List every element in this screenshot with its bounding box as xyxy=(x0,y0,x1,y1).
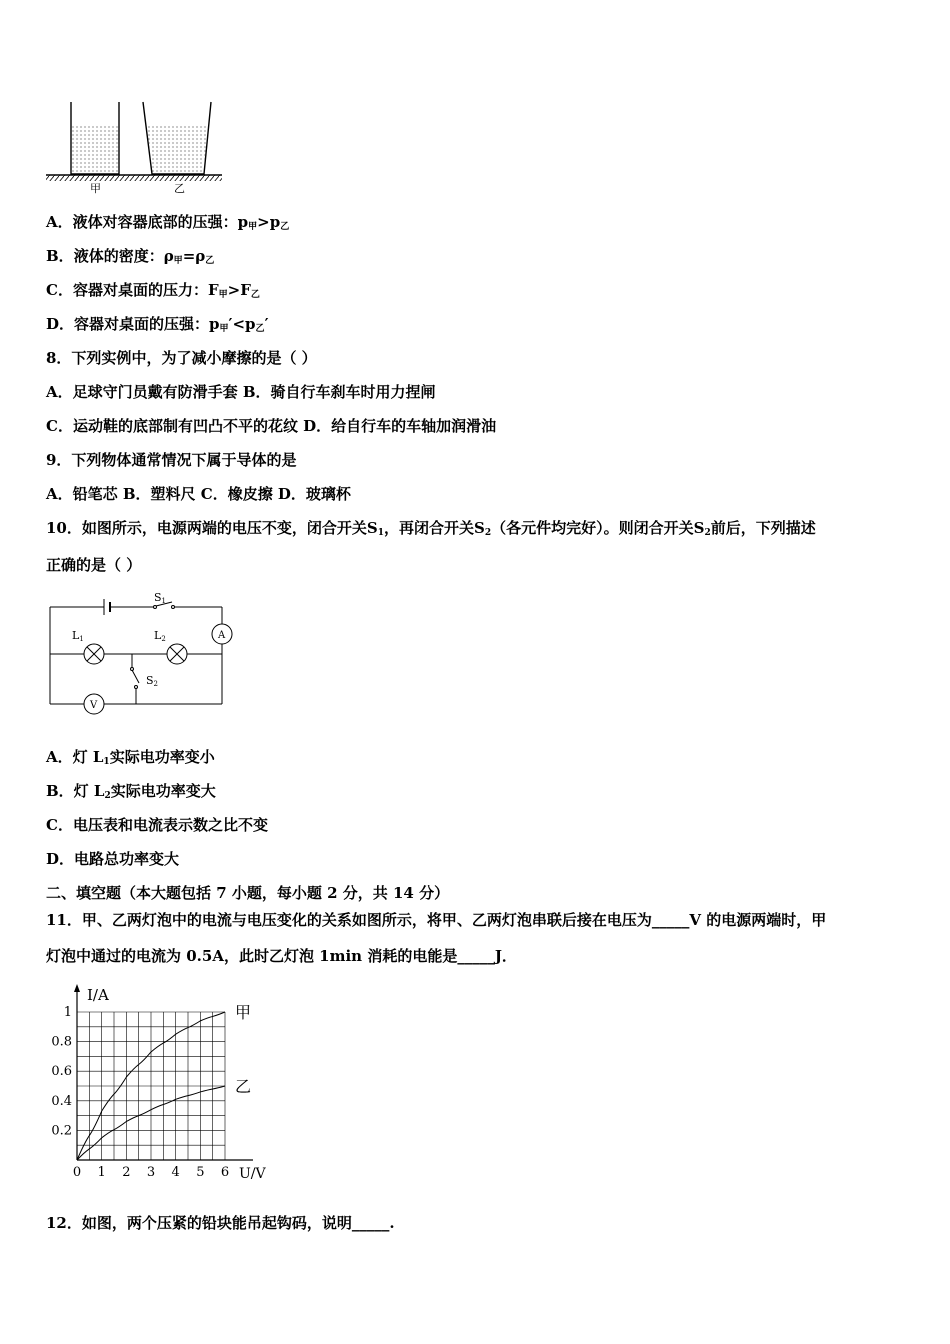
right-container-liquid xyxy=(147,124,207,174)
y-tick-label: 1 xyxy=(63,1005,72,1020)
q11-line1: 11．甲、乙两灯泡中的电流与电压变化的关系如图所示，将甲、乙两灯泡串联后接在电压为_____V 的电源两端时，甲 xyxy=(46,911,827,929)
circuit-diagram xyxy=(44,586,244,721)
x-tick-label: 3 xyxy=(146,1165,156,1180)
ammeter-label: A xyxy=(218,630,226,641)
q10-option-b: B．灯 $L_2$实际电功率变大 xyxy=(46,782,216,801)
switch-s2 xyxy=(132,670,139,683)
right-container-label: 乙 xyxy=(174,182,185,194)
q10-stem-line2: 正确的是（ ） xyxy=(46,556,142,574)
q12-stem: 12．如图，两个压紧的铅块能吊起钩码，说明_____. xyxy=(46,1214,395,1232)
left-container-label: 甲 xyxy=(90,182,101,194)
q10-option-d: D．电路总功率变大 xyxy=(46,850,180,868)
s2-label: S2 xyxy=(146,674,159,688)
q10-option-c: C．电压表和电流表示数之比不变 xyxy=(46,816,268,834)
q7-option-a: A．液体对容器底部的压强：$p_甲>p_乙$ xyxy=(46,213,290,232)
y-tick-label: 0.4 xyxy=(51,1093,72,1109)
series-label: 乙 xyxy=(235,1077,252,1096)
left-container-liquid xyxy=(71,124,119,174)
s1-label: S1 xyxy=(154,591,167,605)
y-tick-label: 0.8 xyxy=(51,1034,72,1050)
q10-stem-line1: 10．如图所示，电源两端的电压不变，闭合开关$S_1$，再闭合开关$S_2$（各元件均完好）。则闭合开关$S_2$前后，下列描述 xyxy=(46,519,816,538)
q9-options: A．铅笔芯 B．塑料尺 C．橡皮擦 D．玻璃杯 xyxy=(46,485,351,503)
x-tick-label: 2 xyxy=(122,1165,131,1180)
x-tick-label: 1 xyxy=(97,1165,106,1180)
q10-option-a: A．灯 $L_1$实际电功率变小 xyxy=(46,748,215,767)
x-tick-label: 6 xyxy=(220,1165,230,1180)
y-tick-label: 0.6 xyxy=(51,1064,72,1080)
iu-chart xyxy=(40,978,280,1183)
y-axis-arrow xyxy=(74,984,80,992)
q11-line2: 灯泡中通过的电流为 0.5A，此时乙灯泡 1min 消耗的电能是_____J． xyxy=(46,947,517,965)
q7-option-b: B．液体的密度：$\rho_甲=\rho_乙$ xyxy=(46,247,215,266)
q7-option-d: D．容器对桌面的压强：$p_甲'<p_乙'$ xyxy=(46,315,269,334)
x-tick-label: 4 xyxy=(171,1165,180,1180)
series-label: 甲 xyxy=(235,1003,252,1022)
x-tick-label: 0 xyxy=(72,1165,82,1180)
x-axis-label: U/V xyxy=(239,1166,266,1182)
section-2-heading: 二、填空题（本大题包括 7 小题，每小题 2 分，共 14 分） xyxy=(46,884,450,902)
q7-option-c: C．容器对桌面的压力：$F_甲>F_乙$ xyxy=(46,281,260,300)
q8-options-line2: C．运动鞋的底部制有凹凸不平的花纹 D．给自行车的车轴加润滑油 xyxy=(46,417,497,435)
y-tick-label: 0.2 xyxy=(51,1123,72,1139)
containers-figure xyxy=(44,98,224,194)
table-hatch xyxy=(46,175,222,181)
x-tick-label: 5 xyxy=(196,1165,205,1180)
l2-label: L2 xyxy=(154,629,166,643)
voltmeter-label: V xyxy=(90,700,98,711)
l1-label: L1 xyxy=(72,629,84,643)
q9-stem: 9．下列物体通常情况下属于导体的是 xyxy=(46,451,297,469)
q8-options-line1: A．足球守门员戴有防滑手套 B．骑自行车刹车时用力捏闸 xyxy=(46,383,436,401)
q8-stem: 8．下列实例中，为了减小摩擦的是（ ） xyxy=(46,349,317,367)
y-axis-label: I/A xyxy=(87,986,109,1004)
